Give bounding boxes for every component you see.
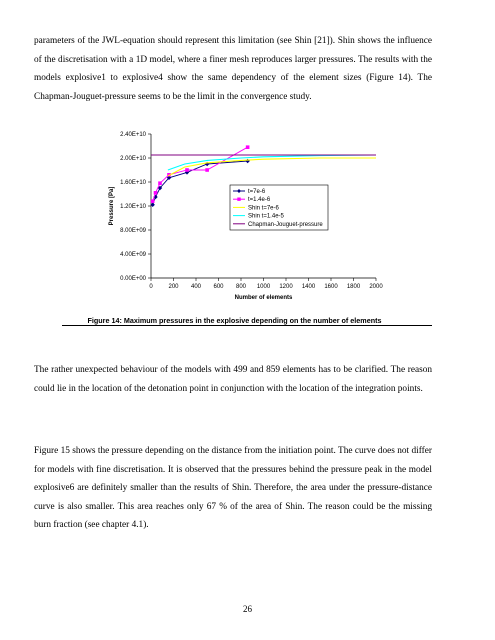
legend-marker — [237, 198, 240, 201]
legend-entry-label: Shin t=1.4e-5 — [248, 213, 284, 220]
y-tick-label: 1.20E+10 — [120, 204, 146, 210]
figure-14-chart — [80, 126, 390, 312]
y-tick-label: 1.60E+10 — [120, 180, 146, 186]
y-tick-label: 2.00E+10 — [120, 156, 146, 162]
legend-entry-label: t=1.4e-6 — [248, 197, 271, 204]
chart-svg — [80, 126, 390, 312]
x-tick-label: 400 — [190, 284, 202, 290]
x-tick-label: 1800 — [346, 284, 361, 290]
x-tick-label: 0 — [149, 284, 153, 290]
legend-entry-label: Shin t=7e-6 — [248, 205, 279, 212]
legend-entry-label: Chapman-Jouguet-pressure — [248, 221, 323, 228]
page-number: 26 — [243, 604, 252, 614]
x-tick-label: 2000 — [369, 284, 383, 290]
data-point — [154, 191, 158, 195]
data-point — [151, 199, 155, 203]
x-tick-label: 200 — [168, 284, 179, 290]
x-axis-label: Number of elements — [234, 295, 293, 301]
y-tick-label: 4.00E+09 — [120, 252, 146, 258]
data-point — [205, 168, 209, 172]
y-tick-label: 0.00E+00 — [120, 276, 146, 282]
x-tick-label: 1000 — [256, 284, 271, 290]
data-point — [158, 181, 162, 185]
paragraph-behaviour: The rather unexpected behaviour of the models with 499 and 859 elements has to be clarified. The reason could lie in the location of the detonation point in conjunction with the location of the integration points. — [34, 365, 432, 394]
figure-caption: Figure 14: Maximum pressures in the explosive depending on the number of elements — [87, 316, 382, 325]
paragraph-intro: parameters of the JWL-equation should represent this limitation (see Shin [21]). Shin shows the influence of the discretisation with a 1D model, where a finer mesh reproduces larger pressures. The results with the models explosive1 to explosive4 show the same dependency of the element sizes (Figure 14). The Chapman-Jouguet-pressure seems to be the limit in the convergence study. — [34, 36, 432, 102]
x-tick-label: 1200 — [279, 284, 293, 290]
y-tick-label: 2.40E+10 — [120, 132, 146, 138]
x-tick-label: 800 — [235, 284, 247, 290]
caption-rule — [62, 325, 432, 326]
y-axis-label: Pressure [Pa] — [109, 186, 115, 226]
paragraph-figure15: Figure 15 shows the pressure depending on the distance from the initiation point. The curve does not differ for models with fine discretisation. It is observed that the pressures behind the pressure peak in the model explosive6 are definitely smaller than the results of Shin. Therefore, the area under the pressure-distance curve is also smaller. This area reaches only 67 % of the area of Shin. The reason could be the missing burn fraction (see chapter 4.1). — [34, 446, 432, 530]
data-point — [185, 168, 189, 172]
x-tick-label: 1600 — [324, 284, 338, 290]
y-tick-label: 8.00E+09 — [120, 228, 146, 234]
data-point — [246, 145, 250, 149]
x-tick-label: 1400 — [301, 284, 316, 290]
legend-entry-label: t=7e-6 — [248, 189, 266, 195]
x-tick-label: 600 — [213, 284, 224, 290]
